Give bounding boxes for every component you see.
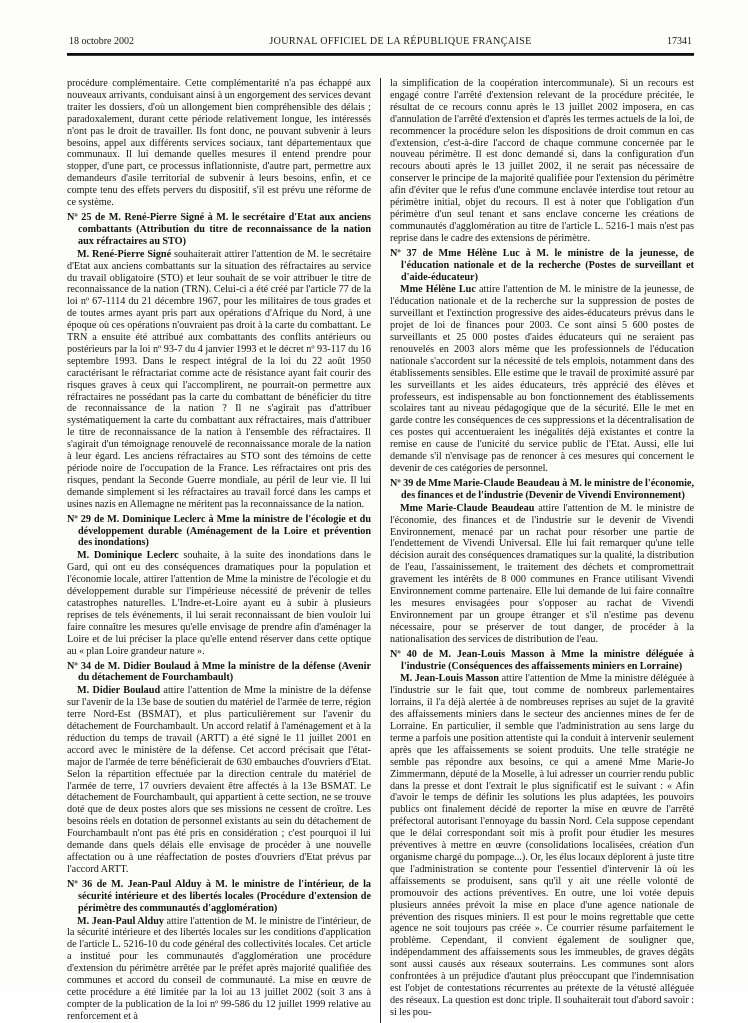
question-paragraph: la simplification de la coopération intercommunale). Si un recours est engagé contre l'arrêté d'extension relevant de la procédure précitée, le résultat de ce recours connu après le 13 juillet 2002 imposera, en cas d'annulation de l'arrêté d'extension et d'après les termes actuels de la loi, de recommencer la procédure selon les dispositions de droit commun en cas d'extension, c'est-à-dire l'accord de chaque commune concernée par le nouveau périmètre. Il est donc demandé si, dans la configuration d'un recours abouti après le 13 juillet 2002, il ne serait pas nécessaire de conserver le principe de la majorité qualifiée pour l'extension du périmètre afin d'éviter que le refus d'une commune enclavée interdise tout retour au périmètre initial, objet du recours. Il est à noter que l'obligation d'un périmètre d'un seul tenant et sans enclave concerne les créations de communautés d'agglomération au titre de l'article L. 5216-1 mais n'est pas reprise dans le cadre des extensions de périmètre.	[390, 78, 694, 244]
author-name: M. René-Pierre Signé	[77, 248, 172, 260]
question-heading: Nº 40 de M. Jean-Louis Masson à Mme la ministre déléguée à l'industrie (Conséquences des affaissements miniers en Lorraine)	[390, 648, 694, 672]
author-name: M. Jean-Louis Masson	[400, 673, 499, 685]
header-rule	[67, 53, 694, 56]
page-number: 17341	[667, 36, 692, 47]
question-heading: Nº 34 de M. Didier Boulaud à Mme la ministre de la défense (Avenir du détachement de Fourchambault)	[67, 660, 371, 684]
question-heading: Nº 37 de Mme Hélène Luc à M. le ministre de la jeunesse, de l'éducation nationale et de la recherche (Postes de surveillant et d'aide-éducateur)	[390, 247, 694, 283]
question-paragraph: Mme Hélène Luc attire l'attention de M. le ministre de la jeunesse, de l'éducation nationale et de la recherche sur la suppression de postes de surveillant et l'extinction progressive des aides-éducateurs prévus dans le projet de loi de finances pour 2003. Ce sont ainsi 5 600 postes de surveillants et 25 000 postes d'aides éducateurs qui ne seraient pas renouvelés en 2003 alors même que les professionnels de l'éducation nationale s'accordent sur la nécessité de tels emplois, notamment dans des établissements sensibles. Elle estime que le travail de proximité assuré par les surveillants et les aides éducateurs, très apprécié des élèves et professeurs, est indispensable au bon fonctionnement des établissements scolaires tant au niveau pédagogique que de la sécurité. Elle le met en garde contre les conséquences de ces suppressions et la décentralisation de ces postes qui accentueraient les inégalités déjà existantes et contre la remise en cause de l'unicité du service public de l'Etat. Aussi, elle lui demande s'il n'envisage pas de renoncer à ces mesures qui concernent le devenir de ces catégories de personnel.	[390, 284, 694, 474]
question-paragraph: M. Didier Boulaud attire l'attention de Mme la ministre de la défense sur l'avenir de la 13e base de soutien du matériel de l'armée de terre, région terre Nord-Est (BSMAT), et plus particulièrement sur l'avenir du détachement de Fourchambault. Un accord relatif à l'aménagement et à la réduction du temps de travail (ARTT) a été signé le 11 juillet 2001 en accord avec le ministère de la défense. Cet accord précisait que l'état-major de l'armée de terre bénéficierait de 630 embauches d'ouvriers d'Etat. Selon la répartition effectuée par la direction centrale du matériel de l'armée de terre, 17 ouvriers devaient être affectés à la 13e BSMAT. Le détachement de Fourchambault, qui appartient à cette section, ne se trouve doté que de deux postes alors que ses missions ne cessent de croître. Les besoins réels en dotation de personnel existants au sein du détachement de Fourchambault n'ont pas été pris en considération ; c'est pourquoi il lui demande dans quels délais elle envisage de procéder à une nouvelle affectation ou à une réaffectation de postes d'ouvriers d'Etat prévus par l'accord ARTT.	[67, 685, 371, 875]
content-columns	[67, 78, 694, 1023]
author-name: Mme Marie-Claude Beaudeau	[400, 502, 535, 514]
author-name: M. Dominique Leclerc	[77, 550, 179, 562]
column-divider	[380, 78, 381, 1023]
question-paragraph: M. Jean-Louis Masson attire l'attention de Mme la ministre déléguée à l'industrie sur le fait que, tout comme de nombreux parlementaires lorrains, il l'a déjà alertée à de nombreuses reprises au sujet de la gravité des affaissements miniers dans le secteur des anciennes mines de fer de Lorraine. En particulier, il semble que l'administration au sens large du terme a parfois une position attentiste qui la conduit à intervenir seulement après que les affaissements se soient produits. Une telle stratégie ne semble pas répondre aux besoins, ce qui a amené Mme Marie-Jo Zimmermann, député de la Moselle, à lui adresser un courrier rendu public dans la presse et dont l'extrait le plus significatif est le suivant : « Afin d'avoir le temps de définir les solutions les plus adaptées, les pouvoirs publics ont finalement décidé de reporter la mise en œuvre de l'arrêté préfectoral autorisant l'ennoyage du bassin Nord. Cela suppose cependant que le délai correspondant soit mis à profit pour étudier les mesures préventives à mettre en œuvre (consolidations localisées, création d'un organisme chargé du pompage...). Or, les élus locaux déplorent à juste titre que l'administration se contente pour l'essentiel d'intervenir là où les affaissements se produisent, sans qu'il y ait une réelle volonté de promouvoir des actions préventives. En outre, une loi votée depuis plusieurs années prévoit la mise en place d'une agence nationale de prévention des risques miniers. Il est pour le moins regrettable que cette agence ne soit toujours pas créée ». Ce courrier résume parfaitement le problème. Cependant, il convient également de souligner que, indépendamment des affaissements sous les immeubles, de graves dégâts sont aussi causés aux réseaux souterrains. Les communes sont alors confrontées à un préjudice d'autant plus préoccupant que l'indemnisation est l'objet de contestations récurrentes au prétexte de la vétusté alléguée des réseaux. La question est donc triple. Il souhaiterait tout d'abord savoir : si les pou-	[390, 673, 694, 1018]
page-header	[67, 36, 694, 53]
left-column	[67, 78, 371, 1023]
author-name: Mme Hélène Luc	[400, 284, 476, 296]
question-paragraph: M. Jean-Paul Alduy attire l'attention de M. le ministre de l'intérieur, de la sécurité intérieure et des libertés locales sur les conditions d'application de l'article L. 5216-10 du code général des collectivités locales. Cet article a institué pour les communautés d'agglomération une procédure d'extension du périmètre arrêtée par le préfet après majorité qualifiée des communes et accord du conseil de communauté. La mise en œuvre de cette procédure a été limitée par la loi au 13 juillet 2002 (soit 3 ans à compter de la publication de la loi nº 99-586 du 12 juillet 1999 relative au renforcement et à	[67, 915, 371, 1022]
question-heading: Nº 29 de M. Dominique Leclerc à Mme la ministre de l'écologie et du développement durable (Aménagement de la Loire et prévention des inondations)	[67, 513, 371, 549]
right-column	[390, 78, 694, 1023]
question-heading: Nº 36 de M. Jean-Paul Alduy à M. le ministre de l'intérieur, de la sécurité intérieure et des libertés locales (Procédure d'extension de périmètre des communautés d'agglomération)	[67, 878, 371, 914]
author-name: M. Didier Boulaud	[77, 685, 161, 697]
question-heading: Nº 39 de Mme Marie-Claude Beaudeau à M. le ministre de l'économie, des finances et de l'industrie (Devenir de Vivendi Environnement)	[390, 477, 694, 501]
author-name: M. Jean-Paul Alduy	[77, 915, 164, 927]
question-paragraph: M. Dominique Leclerc souhaite, à la suite des inondations dans le Gard, qui ont eu des conséquences dramatiques pour la population et l'économie locale, attirer l'attention de Mme la ministre de l'écologie et du développement durable sur l'impérieuse nécessité de prévenir de telles catastrophes naturelles. L'Indre-et-Loire ayant eu à subir à plusieurs reprises de tels événements, il lui serait reconnaissant de bien vouloir lui faire connaître les mesures qu'elle envisage de prendre afin d'aménager la Loire et de lui préciser la place qu'elle entend réserver dans cette optique au « plan Loire grandeur nature ».	[67, 550, 371, 657]
question-paragraph: M. René-Pierre Signé souhaiterait attirer l'attention de M. le secrétaire d'Etat aux anciens combattants sur la situation des réfractaires au service du travail obligatoire (STO) et leur souhait de se voir attribuer le titre de reconnaissance de la nation (TRN). Celui-ci a été créé par l'article 77 de la loi nº 67-1114 du 21 décembre 1967, pour les militaires de tous grades et de toutes armes ayant pris part aux opérations d'Afrique du Nord, à une époque où ces opérations n'ouvraient pas droit à la carte du combattant. Le TRN a ensuite été attribué aux combattants des conflits antérieurs ou postérieurs par la loi nº 93-7 du 4 janvier 1993 et le décret nº 93-117 du 16 septembre 1993. Dans le respect intégral de la loi du 22 août 1950 caractérisant le réfractariat comme acte de résistance ayant fait courir des risques graves à ceux qui l'accomplirent, ne pourrait-on permettre aux réfractaires ne possédant pas la carte du combattant de bénéficier du titre de reconnaissance de la nation ? Il ne s'agirait pas d'attribuer systématiquement la carte du combattant aux réfractaires, mais d'attribuer le titre de reconnaissance de la nation à l'ensemble des réfractaires. Il s'agirait d'un témoignage renouvelé de reconnaissance morale de la nation à leur égard. Les anciens réfractaires au STO sont des témoins de cette période noire de l'occupation de la France. Les réfractaires ont pris des risques, pendant la Seconde Guerre mondiale, au péril de leur vie. Il lui demande simplement si les réfractaires au travail forcé dans les camps et usines nazis en Allemagne ne méritent pas la reconnaissance de la nation.	[67, 248, 371, 510]
issue-date: 18 octobre 2002	[69, 36, 134, 47]
question-heading: Nº 25 de M. René-Pierre Signé à M. le secrétaire d'Etat aux anciens combattants (Attribution du titre de reconnaissance de la nation aux réfractaires au STO)	[67, 211, 371, 247]
journal-title: JOURNAL OFFICIEL DE LA RÉPUBLIQUE FRANÇAISE	[269, 36, 532, 47]
question-paragraph: Mme Marie-Claude Beaudeau attire l'attention de M. le ministre de l'économie, des finances et de l'industrie sur le devenir de Vivendi Environnement, menacé par un rachat pour résorber une partie de l'endettement de Vivendi Universal. Elle lui fait remarquer qu'une telle décision aurait des conséquences dramatiques sur la qualité, la distribution de l'eau, l'assainissement, le traitement des déchets et compromettrait gravement les intérêts de 8 000 communes en France utilisant Vivendi Environnement comme partenaire. Elle lui demande de lui faire connaître les mesures envisagées pour s'opposer au rachat de Vivendi Environnement par un groupe étranger et s'il n'estime pas devenu nécessaire, pour se préserver de tout danger, de procéder à la nationalisation des services de distribution de l'eau.	[390, 502, 694, 645]
question-paragraph: procédure complémentaire. Cette complémentarité n'a pas échappé aux nouveaux arrivants, conduisant ainsi à un engorgement des services devant traiter les dossiers, d'où un allongement bien compréhensible des délais ; paradoxalement, durant cette période relativement longue, les intéressés n'ont pas le droit de travailler. Ils font donc, ne pouvant subvenir à leurs besoins, appel aux différents services sociaux, tant départementaux que communaux. Il lui demande quelles mesures il entend prendre pour stopper, d'une part, ce processus inflationniste, d'autre part, permettre aux demandeurs d'asile territorial de subvenir à leurs besoins, enfin, et ce compte tenu des effets pervers du dispositif, s'il est prévu une réforme de ce système.	[67, 78, 371, 209]
